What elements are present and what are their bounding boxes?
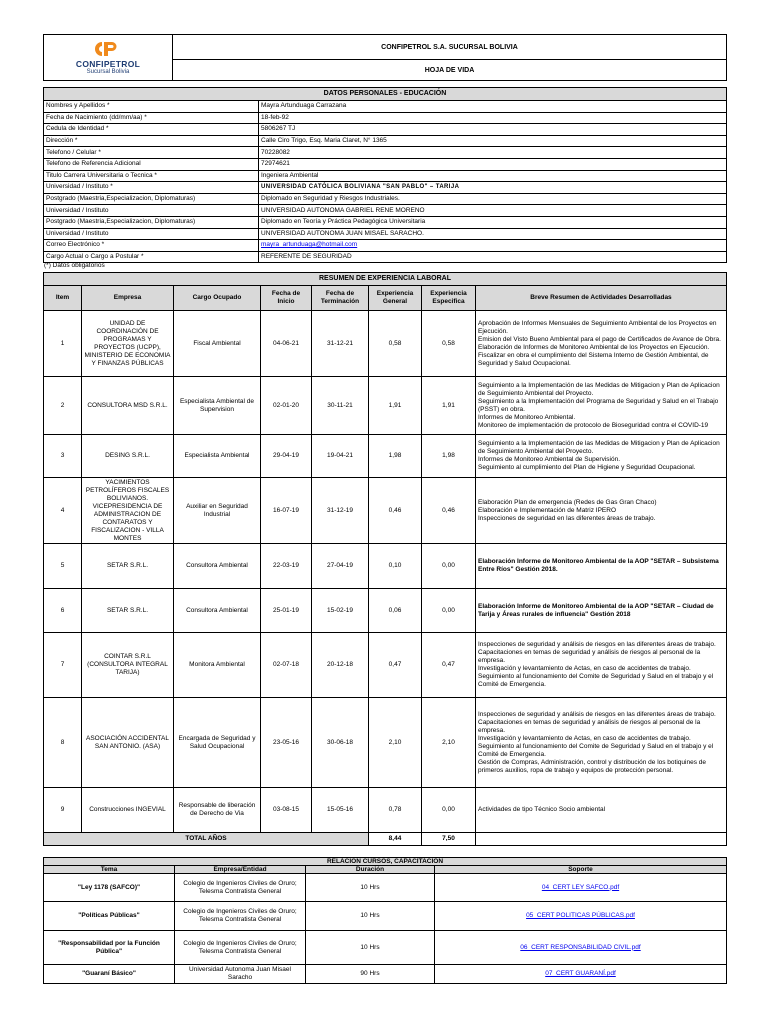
exp-fin: 19-04-21 [312, 435, 369, 478]
personal-row [44, 124, 727, 136]
exp-inicio: 29-04-19 [261, 435, 312, 478]
exp-item: 6 [44, 589, 82, 633]
personal-row [44, 170, 727, 182]
exp-general: 0,47 [369, 633, 422, 698]
exp-inicio: 25-01-19 [261, 589, 312, 633]
personal-label: Nombres y Apellidos * [44, 101, 259, 113]
courses-table [43, 857, 727, 984]
exp-resumen-line: Fiscalizar en obra el cumplimiento del Sistema Interno de Gestión Ambiental, de Seguridad y Salud Ocupacional. [478, 351, 709, 367]
personal-value: Diplomado en Teoría y Práctica Pedagógica Universitaria [259, 216, 727, 228]
exp-resumen [476, 544, 727, 589]
experience-col-header: Breve Resumen de Actividades Desarrolladas [476, 286, 727, 311]
exp-resumen-line: Elaboración Plan de emergencia (Redes de Gas Gran Chaco) [478, 498, 657, 506]
exp-resumen [476, 788, 727, 833]
exp-inicio: 04-06-21 [261, 311, 312, 377]
personal-row [44, 158, 727, 170]
exp-empresa: ASOCIACIÓN ACCIDENTAL SAN ANTONIO. (ASA) [82, 698, 174, 788]
exp-item: 8 [44, 698, 82, 788]
personal-value: 72974621 [259, 158, 727, 170]
exp-cargo: Auxiliar en Seguridad Industrial [174, 478, 261, 544]
experience-section-title: RESUMEN DE EXPERIENCIA LABORAL [44, 273, 727, 286]
personal-label: Universidad / Instituto [44, 205, 259, 217]
exp-especifica: 1,98 [422, 435, 476, 478]
course-tema: "Políticas Públicas" [44, 902, 175, 931]
course-row [44, 931, 727, 965]
exp-resumen [476, 478, 727, 544]
personal-row [44, 112, 727, 124]
exp-empresa: CONSULTORA MSD S.R.L. [82, 377, 174, 435]
course-duracion: 10 Hrs [306, 902, 435, 931]
exp-empresa: DESING S.R.L. [82, 435, 174, 478]
exp-general: 0,46 [369, 478, 422, 544]
exp-resumen-line: Seguimiento a la Implementación del Programa de Seguridad y Salud en el Trabajo (PSST) en obra. [478, 397, 719, 413]
logo-name: CONFIPETROL [75, 59, 141, 69]
document-title: HOJA DE VIDA [173, 60, 727, 81]
personal-row [44, 147, 727, 159]
exp-cargo: Monitora Ambiental [174, 633, 261, 698]
certificate-link[interactable]: 06_CERT RESPONSABILIDAD CIVIL.pdf [520, 943, 641, 951]
exp-resumen-line: Monitoreo de implementación de protocolo de Bioseguridad contra el COVID-19 [478, 421, 709, 429]
experience-row [44, 633, 727, 698]
course-col-header: Tema [44, 866, 175, 874]
experience-row [44, 698, 727, 788]
exp-item: 1 [44, 311, 82, 377]
exp-especifica: 0,00 [422, 589, 476, 633]
experience-table [43, 272, 727, 846]
experience-row [44, 435, 727, 478]
exp-cargo: Especialista Ambiental de Supervision [174, 377, 261, 435]
exp-fin: 30-11-21 [312, 377, 369, 435]
personal-label: Cargo Actual o Cargo a Postular * [44, 251, 259, 263]
experience-col-header: Fecha de Inicio [261, 286, 312, 311]
exp-inicio: 16-07-19 [261, 478, 312, 544]
course-tema: "Responsabilidad por la Función Pública" [44, 931, 175, 965]
personal-row [44, 182, 727, 194]
exp-especifica: 0,47 [422, 633, 476, 698]
exp-especifica: 1,91 [422, 377, 476, 435]
personal-row [44, 101, 727, 113]
exp-general: 0,78 [369, 788, 422, 833]
exp-inicio: 03-08-15 [261, 788, 312, 833]
exp-empresa: SETAR S.R.L. [82, 544, 174, 589]
exp-general: 2,10 [369, 698, 422, 788]
exp-cargo: Consultora Ambiental [174, 544, 261, 589]
course-soporte [435, 931, 727, 965]
company-name: CONFIPETROL S.A. SUCURSAL BOLIVIA [173, 35, 727, 60]
personal-value: REFERENTE DE SEGURIDAD [259, 251, 727, 263]
experience-row [44, 544, 727, 589]
exp-especifica: 2,10 [422, 698, 476, 788]
courses-section-title: RELACION CURSOS, CAPACITACION [44, 858, 727, 866]
course-entidad: Colegio de Ingenieros Civiles de Oruro; Telesma Contratista General [175, 931, 306, 965]
exp-fin: 31-12-21 [312, 311, 369, 377]
exp-resumen-line: Capacitaciones en temas de seguridad y análisis de riesgos al personal de la empresa. [478, 718, 701, 734]
experience-row [44, 478, 727, 544]
course-row [44, 902, 727, 931]
exp-fin: 15-05-16 [312, 788, 369, 833]
personal-label: Fecha de Nacimiento (dd/mm/aa) * [44, 112, 259, 124]
personal-value: Ingeniera Ambiental [259, 170, 727, 182]
experience-row [44, 377, 727, 435]
course-entidad: Colegio de Ingenieros Civiles de Oruro; Telesma Contratista General [175, 874, 306, 902]
total-general: 8,44 [369, 833, 422, 846]
course-tema: "Guaraní Básico" [44, 965, 175, 984]
personal-label: Telefono de Referencia Adicional [44, 158, 259, 170]
exp-resumen-line: Elaboración Informe de Monitoreo Ambiental de la AOP "SETAR – Ciudad de Tarija y Áreas rurales de influencia" Gestión 2018 [478, 602, 714, 618]
exp-resumen-line: Informes de Monitoreo Ambiental de Supervisión. [478, 456, 620, 463]
personal-row [44, 205, 727, 217]
personal-label: Postgrado (Maestria,Especializacion, Diplomaturas) [44, 216, 259, 228]
exp-fin: 27-04-19 [312, 544, 369, 589]
exp-inicio: 23-05-16 [261, 698, 312, 788]
experience-col-header: Experiencia Especifica [422, 286, 476, 311]
exp-resumen-line: Elaboración Informe de Monitoreo Ambiental de la AOP "SETAR – Subsistema Entre Ríos" Gestión 2018. [478, 558, 719, 573]
exp-resumen-line: Capacitaciones en temas de seguridad y análisis de riesgos al personal de la empresa. [478, 649, 701, 664]
experience-col-header: Item [44, 286, 82, 311]
personal-value: Calle Ciro Trigo, Esq. Maria Claret, N° 1365 [259, 135, 727, 147]
exp-item: 2 [44, 377, 82, 435]
exp-item: 7 [44, 633, 82, 698]
personal-label: Cedula de Identidad * [44, 124, 259, 136]
personal-row [44, 193, 727, 205]
exp-inicio: 02-01-20 [261, 377, 312, 435]
course-duracion: 90 Hrs [306, 965, 435, 984]
personal-label: Postgrado (Maestria,Especializacion, Diplomaturas) [44, 193, 259, 205]
personal-row [44, 251, 727, 263]
confipetrol-logo-icon [90, 40, 118, 58]
course-col-header: Empresa/Entidad [175, 866, 306, 874]
exp-general: 0,58 [369, 311, 422, 377]
exp-resumen-line: Informes de Monitoreo Ambiental. [478, 413, 576, 421]
exp-resumen-line: Inspecciones de seguridad y análisis de riesgos en las diferentes áreas de trabajo. [478, 641, 716, 648]
personal-value: 5806267 TJ [259, 124, 727, 136]
experience-row [44, 788, 727, 833]
course-row [44, 965, 727, 984]
exp-empresa: UNIDAD DE COORDINACIÓN DE PROGRAMAS Y PROYECTOS (UCPP), MINISTERIO DE ECONOMIA Y FINANZAS PÚBLICAS [82, 311, 174, 377]
exp-resumen-line: Seguimiento al cumplimiento del Plan de Higiene y Seguridad Ocupacional. [478, 464, 696, 471]
exp-resumen-line: Seguimiento a la Implementación de las Medidas de Mitigacion y Plan de Aplicacion de Seguimiento Ambiental del Proyecto. [478, 381, 720, 397]
experience-row [44, 589, 727, 633]
course-soporte [435, 874, 727, 902]
course-entidad: Universidad Autonoma Juan Misael Saracho [175, 965, 306, 984]
exp-especifica: 0,00 [422, 788, 476, 833]
exp-item: 3 [44, 435, 82, 478]
personal-row [44, 240, 727, 252]
exp-inicio: 02-07-18 [261, 633, 312, 698]
personal-value: UNIVERSIDAD AUTONOMA GABRIEL RENE MORENO [259, 205, 727, 217]
exp-especifica: 0,00 [422, 544, 476, 589]
exp-resumen-line: Gestión de Compras, Administración, control y distribución de los botiquines de primeros auxilios, ropa de trabajo y equipos de protección personal. [478, 758, 706, 774]
required-note: (*) Datos obligatorios [44, 262, 105, 269]
experience-col-header: Experiencia General [369, 286, 422, 311]
course-soporte [435, 965, 727, 984]
certificate-link[interactable]: 04_CERT LEY SAFCO.pdf [541, 883, 620, 891]
exp-resumen-line: Elaboración e Implementación de Matriz IPERO [478, 506, 617, 514]
exp-fin: 31-12-19 [312, 478, 369, 544]
exp-resumen-line: Aprobación de Informes Mensuales de Seguimiento Ambiental de los Proyectos en Ejecución. [478, 319, 717, 335]
personal-label: Titulo Carrera Universitaria o Tecnica * [44, 170, 259, 182]
exp-general: 0,06 [369, 589, 422, 633]
experience-col-header: Fecha de Terminación [312, 286, 369, 311]
exp-especifica: 0,58 [422, 311, 476, 377]
course-duracion: 10 Hrs [306, 931, 435, 965]
exp-resumen-line: Emision del Visto Bueno Ambiental para el pago de Certificados de Avance de Obra. [478, 335, 721, 343]
exp-resumen-line: Seguimiento a la Implementación de las Medidas de Mitigacion y Plan de Aplicacion de Seguimiento Ambiental del Proyecto. [478, 440, 720, 455]
exp-general: 0,10 [369, 544, 422, 589]
exp-cargo: Encargada de Seguridad y Salud Ocupacional [174, 698, 261, 788]
personal-value: 70228082 [259, 147, 727, 159]
exp-empresa: YACIMIENTOS PETROLÍFEROS FISCALES BOLIVIANOS. VICEPRESIDENCIA DE ADMINISTRACION DE CONTARATOS Y FISCALIZACION - VILLA MONTES [82, 478, 174, 544]
exp-item: 9 [44, 788, 82, 833]
personal-value: Mayra Artunduaga Carrazana [259, 101, 727, 113]
personal-section-title: DATOS PERSONALES - EDUCACIÓN [44, 88, 727, 101]
exp-resumen [476, 435, 727, 478]
company-logo [44, 35, 173, 81]
experience-row [44, 311, 727, 377]
exp-resumen [476, 589, 727, 633]
logo-subtitle: Sucursal Bolivia [86, 69, 130, 75]
personal-value: Diplomado en Seguridad y Riesgos Industriales. [259, 193, 727, 205]
exp-resumen [476, 698, 727, 788]
exp-empresa: COINTAR S.R.L (CONSULTORA INTEGRAL TARIJA) [82, 633, 174, 698]
exp-cargo: Responsable de liberación de Derecho de Via [174, 788, 261, 833]
exp-item: 5 [44, 544, 82, 589]
personal-label: Correo Electrónico * [44, 240, 259, 252]
course-tema: "Ley 1178 (SAFCO)" [44, 874, 175, 902]
exp-resumen-line: Seguimiento al funcionamiento del Comite de Seguridad y Salud en el trabajo y el Comité de Emergencia. [478, 742, 714, 758]
course-duracion: 10 Hrs [306, 874, 435, 902]
exp-resumen-line: Actividades de tipo Técnico Socio ambiental [478, 806, 606, 813]
exp-fin: 15-02-19 [312, 589, 369, 633]
exp-general: 1,91 [369, 377, 422, 435]
personal-row [44, 228, 727, 240]
course-row [44, 874, 727, 902]
personal-label: Telefono / Celular * [44, 147, 259, 159]
personal-row [44, 135, 727, 147]
exp-inicio: 22-03-19 [261, 544, 312, 589]
exp-fin: 30-06-18 [312, 698, 369, 788]
exp-resumen-line: Investigación y levantamiento de Actas, en caso de accidentes de trabajo. [478, 734, 691, 742]
total-label: TOTAL AÑOS [44, 833, 369, 846]
course-col-header: Duración [306, 866, 435, 874]
exp-resumen-line: Inspecciones de seguridad en las diferentes áreas de trabajo. [478, 514, 656, 522]
total-especifica: 7,50 [422, 833, 476, 846]
personal-label: Universidad / Instituto * [44, 182, 259, 194]
document-header [43, 34, 727, 81]
personal-value: UNIVERSIDAD CATÓLICA BOLIVIANA "SAN PABLO" – TARIJA [259, 182, 727, 194]
exp-empresa: SETAR S.R.L. [82, 589, 174, 633]
exp-resumen [476, 311, 727, 377]
certificate-link[interactable]: 07_CERT GUARANÍ.pdf [545, 970, 616, 977]
exp-resumen-line: Investigación y levantamiento de Actas, en caso de accidentes de trabajo. [478, 665, 691, 672]
exp-resumen-line: Inspecciones de seguridad y análisis de riesgos en las diferentes áreas de trabajo. [478, 710, 716, 718]
personal-value: 18-feb-92 [259, 112, 727, 124]
exp-general: 1,98 [369, 435, 422, 478]
course-col-header: Soporte [435, 866, 727, 874]
certificate-link[interactable]: 05_CERT POLITICAS PÚBLICAS.pdf [526, 912, 635, 919]
personal-value: UNIVERSIDAD AUTONOMA JUAN MISAEL SARACHO. [259, 228, 727, 240]
personal-data-table [43, 87, 727, 263]
exp-resumen-line: Seguimiento al funcionamiento del Comite de Seguridad y Salud en el trabajo y el Comité de Emergencia. [478, 673, 714, 688]
email-link[interactable]: mayra_artunduaga@hotmail.com [259, 240, 727, 252]
experience-col-header: Cargo Ocupado [174, 286, 261, 311]
personal-label: Universidad / Instituto [44, 228, 259, 240]
exp-resumen [476, 377, 727, 435]
personal-label: Dirección * [44, 135, 259, 147]
exp-resumen-line: Elaboración de Informes de Monitoreo Ambiental de los Proyectos en Ejecución. [478, 343, 710, 351]
course-entidad: Colegio de Ingenieros Civiles de Oruro; Telesma Contratista General [175, 902, 306, 931]
exp-cargo: Especialista Ambiental [174, 435, 261, 478]
exp-cargo: Consultora Ambiental [174, 589, 261, 633]
course-soporte [435, 902, 727, 931]
total-blank [476, 833, 727, 846]
exp-fin: 20-12-18 [312, 633, 369, 698]
exp-especifica: 0,46 [422, 478, 476, 544]
exp-empresa: Construcciones INGEVIAL [82, 788, 174, 833]
exp-cargo: Fiscal Ambiental [174, 311, 261, 377]
experience-col-header: Empresa [82, 286, 174, 311]
exp-item: 4 [44, 478, 82, 544]
exp-resumen [476, 633, 727, 698]
personal-row [44, 216, 727, 228]
